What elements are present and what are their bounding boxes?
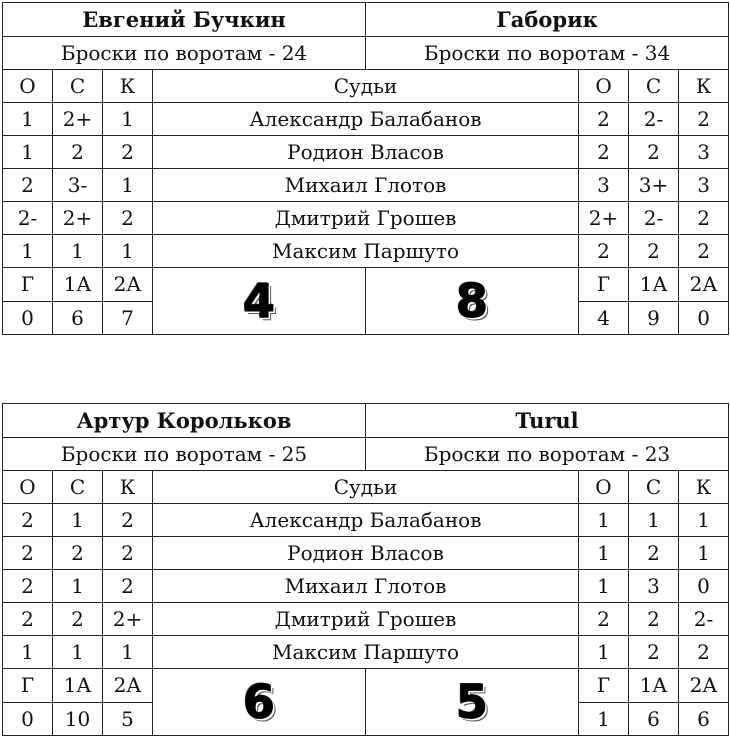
col-header-o: О — [3, 70, 53, 103]
right-score-cell: 1 — [629, 504, 679, 537]
right-score-cell: 2 — [629, 537, 679, 570]
left-score-cell: 2 — [103, 504, 153, 537]
judge-row — [3, 636, 729, 669]
match-table-2 — [2, 403, 728, 736]
left-score-cell: 1 — [3, 235, 53, 268]
right-score-cell: 2 — [679, 235, 729, 268]
goal-col-1a: 1А — [629, 669, 679, 703]
player-left-shots: Броски по воротам - 24 — [3, 37, 366, 70]
judge-row — [3, 235, 729, 268]
col-header-k: К — [103, 471, 153, 504]
col-header-s: С — [53, 471, 103, 504]
left-score-cell: 2+ — [103, 603, 153, 636]
col-header-k: К — [103, 70, 153, 103]
right-score-cell: 1 — [579, 504, 629, 537]
judge-name: Александр Балабанов — [153, 103, 579, 136]
right-goals: 4 — [579, 301, 629, 335]
right-score-cell: 2 — [629, 636, 679, 669]
right-score-cell: 2 — [579, 235, 629, 268]
player-left-shots: Броски по воротам - 25 — [3, 438, 366, 471]
right-score-cell: 3 — [629, 570, 679, 603]
left-score-cell: 2 — [53, 603, 103, 636]
judge-name: Максим Паршуто — [153, 636, 579, 669]
left-score-cell: 2 — [3, 603, 53, 636]
left-score-cell: 2 — [103, 537, 153, 570]
right-score-cell: 2- — [629, 202, 679, 235]
col-header-s: С — [53, 70, 103, 103]
right-assists-1: 9 — [629, 301, 679, 335]
goal-col-g: Г — [3, 669, 53, 703]
player-left-name: Артур Корольков — [3, 404, 366, 438]
judge-name: Максим Паршуто — [153, 235, 579, 268]
right-score-cell: 1 — [579, 636, 629, 669]
left-score-cell: 2 — [3, 537, 53, 570]
player-right-name: Габорик — [366, 3, 729, 37]
left-assists-2: 5 — [103, 702, 153, 736]
col-header-s: С — [629, 471, 679, 504]
right-assists-2: 0 — [679, 301, 729, 335]
left-score-cell: 1 — [103, 103, 153, 136]
right-score-cell: 1 — [679, 537, 729, 570]
right-score-cell: 3 — [579, 169, 629, 202]
left-score-cell: 2 — [3, 504, 53, 537]
right-score-cell: 2 — [579, 103, 629, 136]
left-score-cell: 2- — [3, 202, 53, 235]
judges-header: Судьи — [153, 471, 579, 504]
left-score-cell: 2 — [53, 136, 103, 169]
judge-name: Михаил Глотов — [153, 570, 579, 603]
left-score-cell: 2 — [3, 570, 53, 603]
left-final-score: 4 — [243, 274, 276, 328]
judge-name: Дмитрий Грошев — [153, 603, 579, 636]
right-final-score-cell — [366, 268, 579, 335]
right-score-cell: 2 — [679, 103, 729, 136]
goal-col-1a: 1А — [53, 268, 103, 302]
goal-col-g: Г — [579, 268, 629, 302]
left-assists-1: 10 — [53, 702, 103, 736]
right-score-cell: 2 — [629, 603, 679, 636]
col-header-o: О — [3, 471, 53, 504]
judge-row — [3, 202, 729, 235]
left-score-cell: 3- — [53, 169, 103, 202]
col-header-o: О — [579, 471, 629, 504]
col-header-s: С — [629, 70, 679, 103]
right-score-cell: 0 — [679, 570, 729, 603]
judges-header: Судьи — [153, 70, 579, 103]
left-score-cell: 1 — [3, 636, 53, 669]
col-header-k: К — [679, 471, 729, 504]
left-score-cell: 1 — [103, 235, 153, 268]
judge-row — [3, 136, 729, 169]
col-header-o: О — [579, 70, 629, 103]
left-goals: 0 — [3, 301, 53, 335]
right-score-cell: 2- — [629, 103, 679, 136]
left-assists-1: 6 — [53, 301, 103, 335]
player-left-name: Евгений Бучкин — [3, 3, 366, 37]
left-score-cell: 2 — [103, 136, 153, 169]
goal-col-2a: 2А — [679, 268, 729, 302]
right-assists-2: 6 — [679, 702, 729, 736]
left-final-score-cell — [153, 268, 366, 335]
right-assists-1: 6 — [629, 702, 679, 736]
judge-row — [3, 504, 729, 537]
goal-col-2a: 2А — [103, 268, 153, 302]
left-score-cell: 1 — [3, 103, 53, 136]
right-final-score: 8 — [456, 274, 489, 328]
col-header-k: К — [679, 70, 729, 103]
left-goals: 0 — [3, 702, 53, 736]
left-final-score: 6 — [242, 675, 275, 729]
judge-row — [3, 570, 729, 603]
left-assists-2: 7 — [103, 301, 153, 335]
goal-col-2a: 2А — [679, 669, 729, 703]
left-score-cell: 2 — [53, 537, 103, 570]
left-score-cell: 2+ — [53, 202, 103, 235]
judge-row — [3, 103, 729, 136]
judge-name: Дмитрий Грошев — [153, 202, 579, 235]
right-final-score: 5 — [455, 675, 488, 729]
left-score-cell: 1 — [53, 504, 103, 537]
player-right-shots: Броски по воротам - 34 — [366, 37, 729, 70]
left-score-cell: 2+ — [53, 103, 103, 136]
right-final-score-cell — [366, 669, 579, 736]
right-score-cell: 2+ — [579, 202, 629, 235]
right-score-cell: 1 — [679, 504, 729, 537]
goal-col-g: Г — [3, 268, 53, 302]
left-score-cell: 2 — [3, 169, 53, 202]
goal-col-1a: 1А — [53, 669, 103, 703]
left-score-cell: 1 — [53, 636, 103, 669]
left-score-cell: 2 — [103, 570, 153, 603]
left-final-score-cell — [153, 669, 366, 736]
left-score-cell: 1 — [53, 235, 103, 268]
goal-col-2a: 2А — [103, 669, 153, 703]
judge-row — [3, 537, 729, 570]
goal-col-g: Г — [579, 669, 629, 703]
right-score-cell: 3+ — [629, 169, 679, 202]
judge-name: Родион Власов — [153, 537, 579, 570]
left-score-cell: 2 — [103, 202, 153, 235]
judge-name: Родион Власов — [153, 136, 579, 169]
player-right-shots: Броски по воротам - 23 — [366, 438, 729, 471]
right-score-cell: 1 — [579, 570, 629, 603]
judge-row — [3, 603, 729, 636]
right-score-cell: 2 — [629, 235, 679, 268]
left-score-cell: 1 — [53, 570, 103, 603]
right-score-cell: 2 — [579, 603, 629, 636]
judge-name: Александр Балабанов — [153, 504, 579, 537]
goal-col-1a: 1А — [629, 268, 679, 302]
left-score-cell: 1 — [103, 169, 153, 202]
right-score-cell: 1 — [579, 537, 629, 570]
left-score-cell: 1 — [103, 636, 153, 669]
judge-name: Михаил Глотов — [153, 169, 579, 202]
judge-row — [3, 169, 729, 202]
left-score-cell: 1 — [3, 136, 53, 169]
right-score-cell: 2 — [679, 202, 729, 235]
right-score-cell: 3 — [679, 169, 729, 202]
right-score-cell: 2- — [679, 603, 729, 636]
player-right-name: Turul — [366, 404, 729, 438]
right-score-cell: 2 — [629, 136, 679, 169]
match-table-1 — [2, 2, 728, 335]
right-score-cell: 3 — [679, 136, 729, 169]
right-score-cell: 2 — [579, 136, 629, 169]
right-goals: 1 — [579, 702, 629, 736]
right-score-cell: 2 — [679, 636, 729, 669]
